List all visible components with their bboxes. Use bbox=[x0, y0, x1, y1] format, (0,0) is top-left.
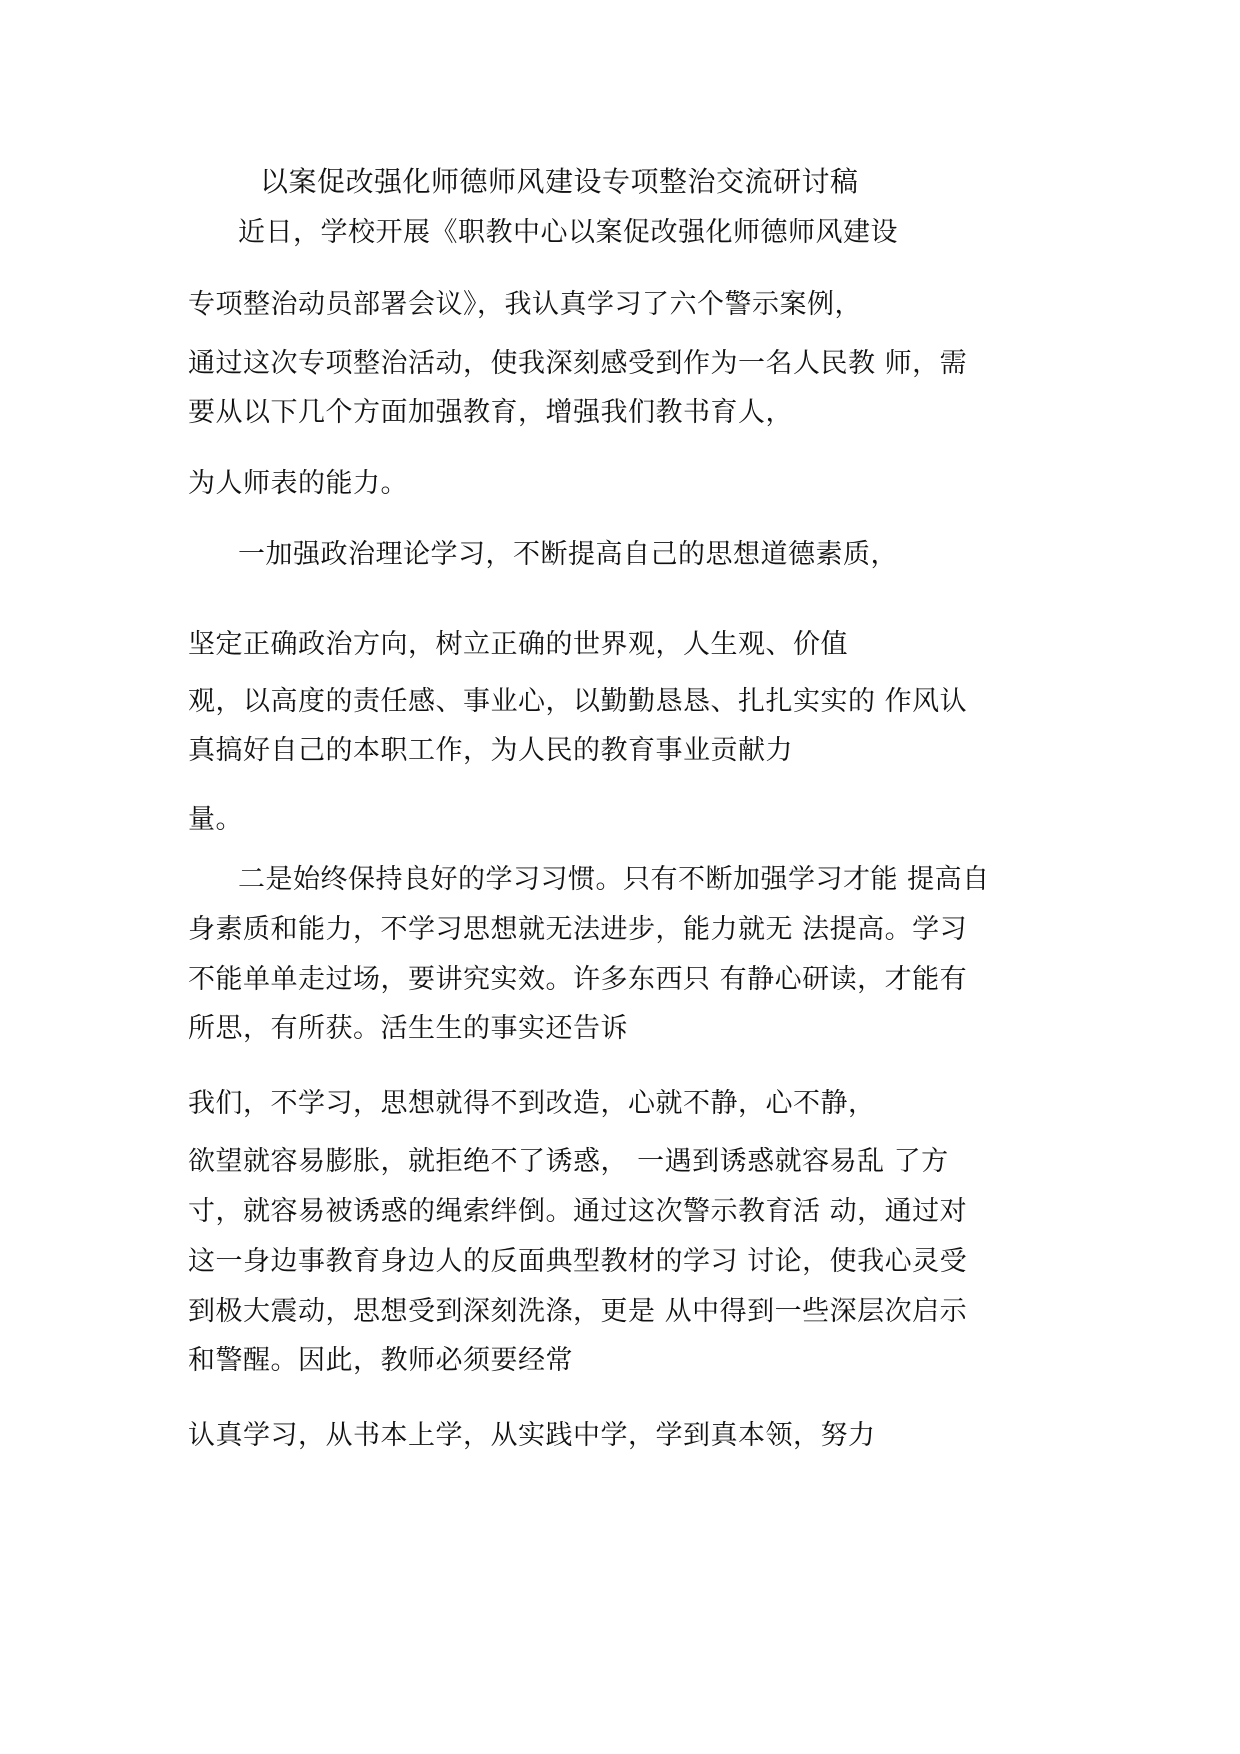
paragraph-line: 身素质和能力，不学习思想就无法进步，能力就无 法提高。学习 bbox=[188, 914, 968, 945]
paragraph-line: 认真学习，从书本上学，从实践中学，学到真本领，努力 bbox=[188, 1420, 876, 1451]
paragraph-line: 为人师表的能力。 bbox=[188, 468, 408, 499]
paragraph-line: 不能单单走过场，要讲究实效。许多东西只 有静心研读，才能有 bbox=[188, 964, 968, 995]
document-title: 以案促改强化师德师风建设专项整治交流研讨稿 bbox=[260, 165, 859, 198]
paragraph-line: 和警醒。因此，教师必须要经常 bbox=[188, 1345, 573, 1376]
paragraph-line: 观，以高度的责任感、事业心，以勤勤恳恳、扎扎实实的 作风认 bbox=[188, 686, 968, 717]
paragraph-line: 量。 bbox=[188, 804, 243, 835]
paragraph-line: 真搞好自己的本职工作，为人民的教育事业贡献力 bbox=[188, 735, 793, 766]
paragraph-line: 一加强政治理论学习，不断提高自己的思想道德素质， bbox=[238, 539, 898, 570]
paragraph-line: 二是始终保持良好的学习习惯。只有不断加强学习才能 提高自 bbox=[238, 864, 990, 895]
paragraph-line: 要从以下几个方面加强教育，增强我们教书育人， bbox=[188, 397, 793, 428]
paragraph-line: 近日，学校开展《职教中心以案促改强化师德师风建设 bbox=[238, 217, 898, 248]
paragraph-line: 到极大震动，思想受到深刻洗涤，更是 从中得到一些深层次启示 bbox=[188, 1296, 968, 1327]
paragraph-line: 这一身边事教育身边人的反面典型教材的学习 讨论，使我心灵受 bbox=[188, 1246, 968, 1277]
paragraph-line: 寸，就容易被诱惑的绳索绊倒。通过这次警示教育活 动，通过对 bbox=[188, 1196, 968, 1227]
paragraph-line: 我们，不学习，思想就得不到改造，心就不静，心不静， bbox=[188, 1088, 876, 1119]
paragraph-line: 专项整治动员部署会议》，我认真学习了六个警示案例， bbox=[188, 289, 862, 320]
paragraph-line: 所思，有所获。活生生的事实还告诉 bbox=[188, 1013, 628, 1044]
paragraph-line: 通过这次专项整治活动，使我深刻感受到作为一名人民教 师，需 bbox=[188, 348, 968, 379]
paragraph-line: 欲望就容易膨胀，就拒绝不了诱惑， 一遇到诱惑就容易乱 了方 bbox=[188, 1146, 949, 1177]
paragraph-line: 坚定正确政治方向，树立正确的世界观，人生观、价值 bbox=[188, 629, 848, 660]
